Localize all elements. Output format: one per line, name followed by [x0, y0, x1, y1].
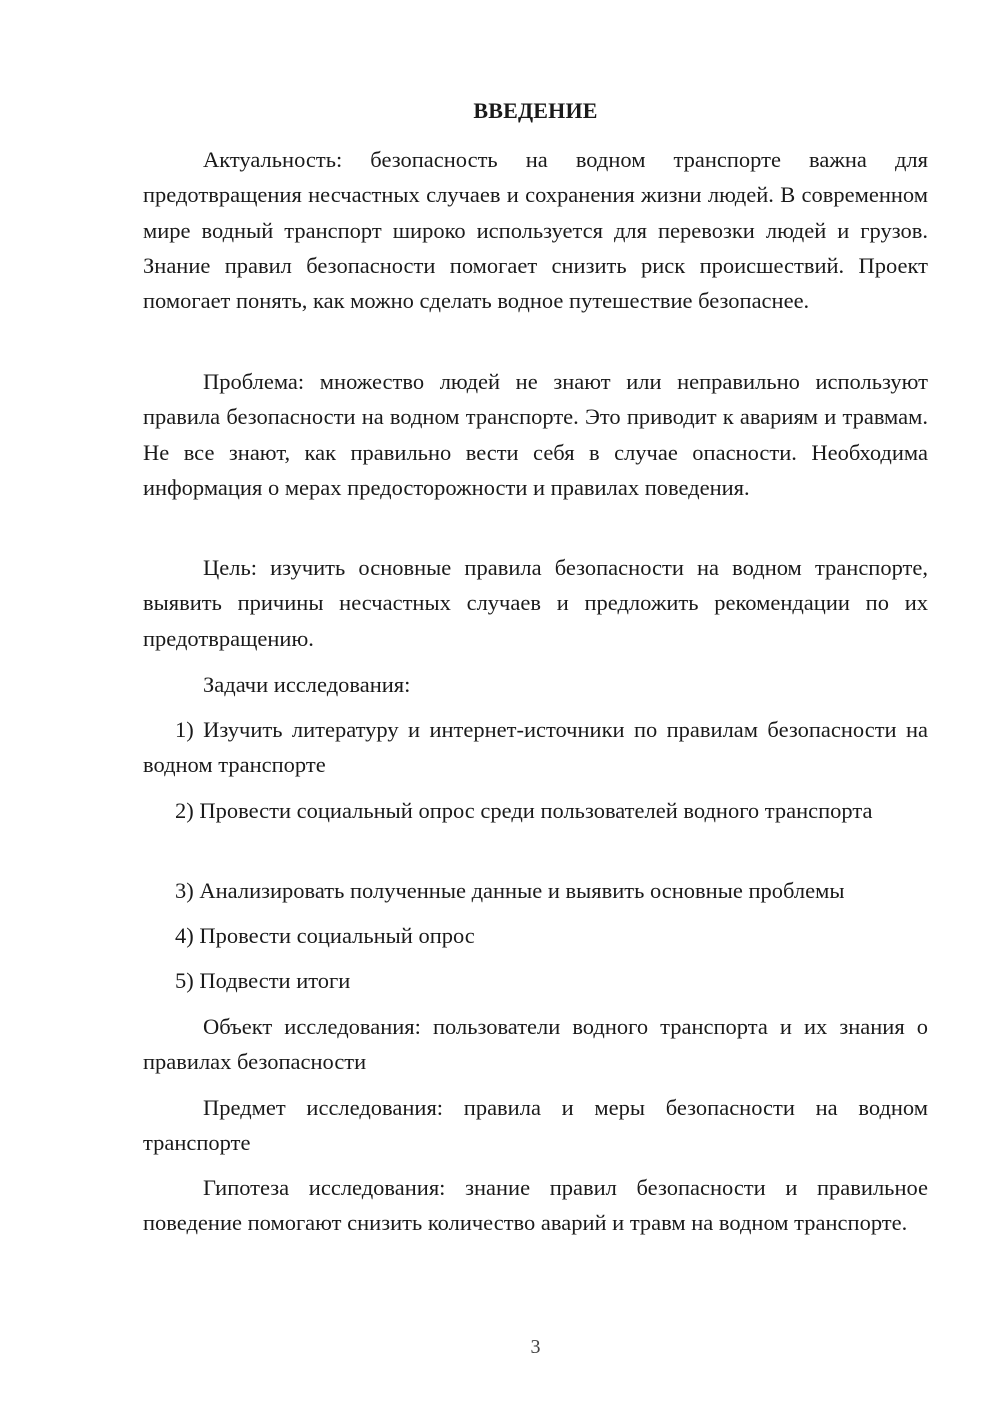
- task-item-2: 2) Провести социальный опрос среди пользователей водного транспорта: [175, 798, 873, 823]
- paragraph-relevance: Актуальность: безопасность на водном транспорте важна для предотвращения несчастных случаев и сохранения жизни людей. В современном мире водный транспорт широко используется для перевозки людей и грузов. Знание правил безопасности помогает снизить риск происшествий. Проект помогает понять, как можно сделать водное путешествие безопаснее.: [143, 147, 928, 314]
- task-item-4: 4) Провести социальный опрос: [175, 923, 475, 948]
- paragraph-goal: Цель: изучить основные правила безопасности на водном транспорте, выявить причины несчастных случаев и предложить рекомендации по их предотвращению.: [143, 555, 928, 651]
- paragraph-problem: Проблема: множество людей не знают или неправильно используют правила безопасности на водном транспорте. Это приводит к авариям и травмам. Не все знают, как правильно вести себя в случае опасности. Необходима информация о мерах предосторожности и правилах поведения.: [143, 369, 928, 500]
- paragraph-hypothesis: Гипотеза исследования: знание правил безопасности и правильное поведение помогают снизить количество аварий и травм на водном транспорте.: [143, 1175, 928, 1236]
- task-item-1: 1) Изучить литературу и интернет-источники по правилам безопасности на водном транспорте: [143, 717, 928, 778]
- document-page: [143, 0, 928, 1414]
- task-item-5: 5) Подвести итоги: [175, 968, 351, 993]
- tasks-heading: Задачи исследования:: [203, 672, 411, 697]
- page-number: 3: [530, 1336, 541, 1358]
- paragraph-subject: Предмет исследования: правила и меры безопасности на водном транспорте: [143, 1095, 928, 1156]
- task-item-3: 3) Анализировать полученные данные и выявить основные проблемы: [175, 878, 845, 903]
- paragraph-object: Объект исследования: пользователи водного транспорта и их знания о правилах безопасности: [143, 1014, 928, 1075]
- page-title: ВВЕДЕНИЕ: [473, 98, 598, 123]
